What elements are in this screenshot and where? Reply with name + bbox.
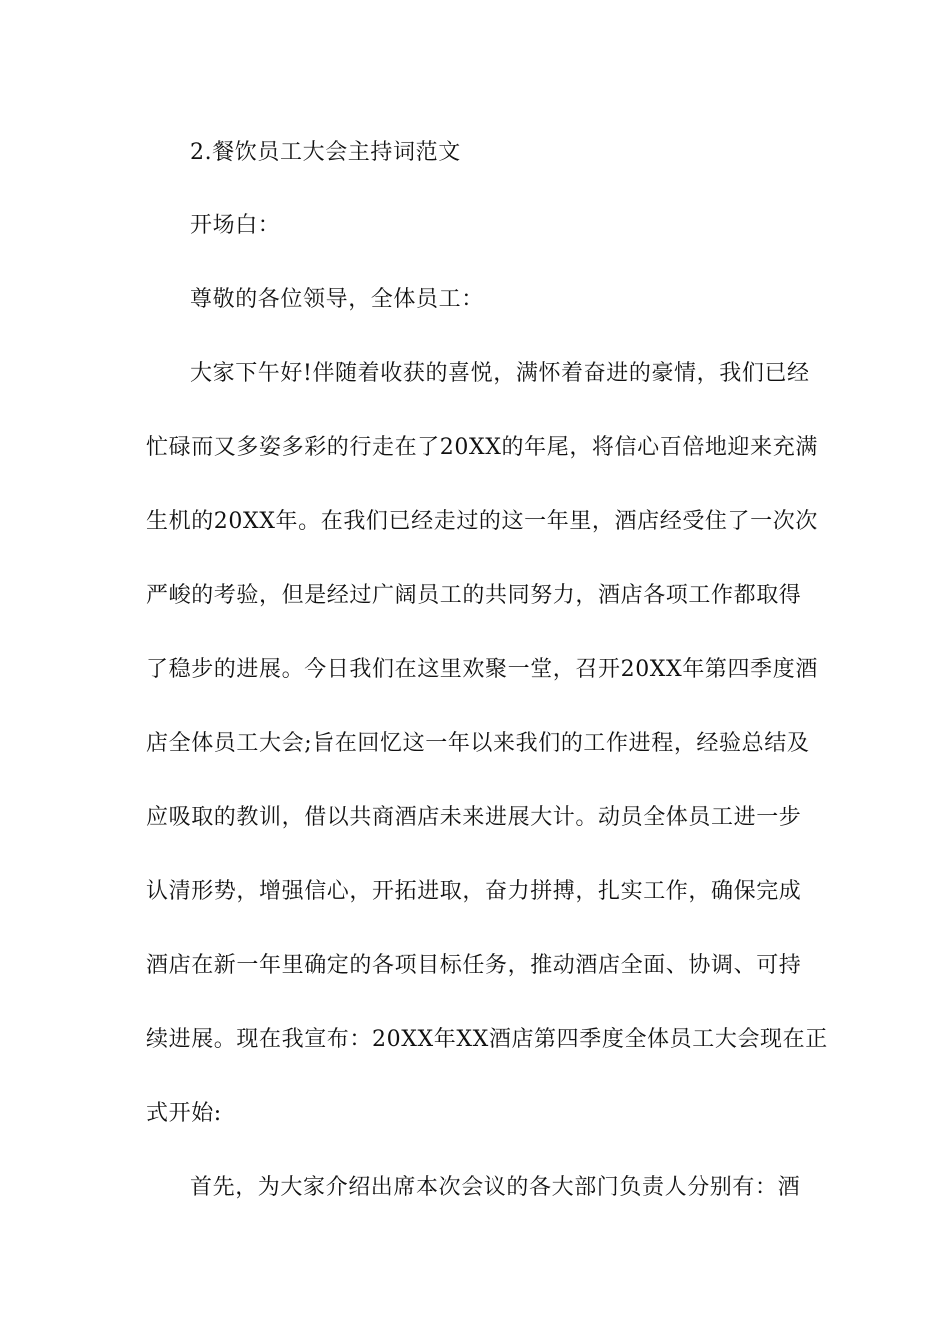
paragraph-line: 酒店在新一年里确定的各项目标任务，推动酒店全面、协调、可持: [146, 953, 802, 978]
paragraph-line: 严峻的考验，但是经过广阔员工的共同努力，酒店各项工作都取得: [146, 583, 802, 608]
salutation: 尊敬的各位领导，全体员工：: [190, 287, 484, 312]
paragraph-line: 式开始:: [146, 1101, 222, 1126]
paragraph-line: 认清形势，增强信心，开拓进取，奋力拼搏，扎实工作，确保完成: [146, 879, 802, 904]
paragraph-line: 忙碌而又多姿多彩的行走在了20XX的年尾，将信心百倍地迎来充满: [146, 435, 818, 460]
paragraph-line: 首先，为大家介绍出席本次会议的各大部门负责人分别有：酒: [190, 1175, 801, 1200]
paragraph-line: 店全体员工大会;旨在回忆这一年以来我们的工作进程，经验总结及: [146, 731, 810, 756]
paragraph-line: 了稳步的进展。今日我们在这里欢聚一堂，召开20XX年第四季度酒: [146, 657, 818, 682]
paragraph-line: 应吸取的教训，借以共商酒店未来进展大计。动员全体员工进一步: [146, 805, 802, 830]
section-heading: 2.餐饮员工大会主持词范文: [190, 140, 461, 165]
paragraph-line: 大家下午好!伴随着收获的喜悦，满怀着奋进的豪情，我们已经: [190, 361, 810, 386]
paragraph-line: 续进展。现在我宣布：20XX年XX酒店第四季度全体员工大会现在正: [146, 1027, 828, 1052]
paragraph-line: 生机的20XX年。在我们已经走过的这一年里，酒店经受住了一次次: [146, 509, 818, 534]
opening-label: 开场白：: [190, 213, 281, 238]
